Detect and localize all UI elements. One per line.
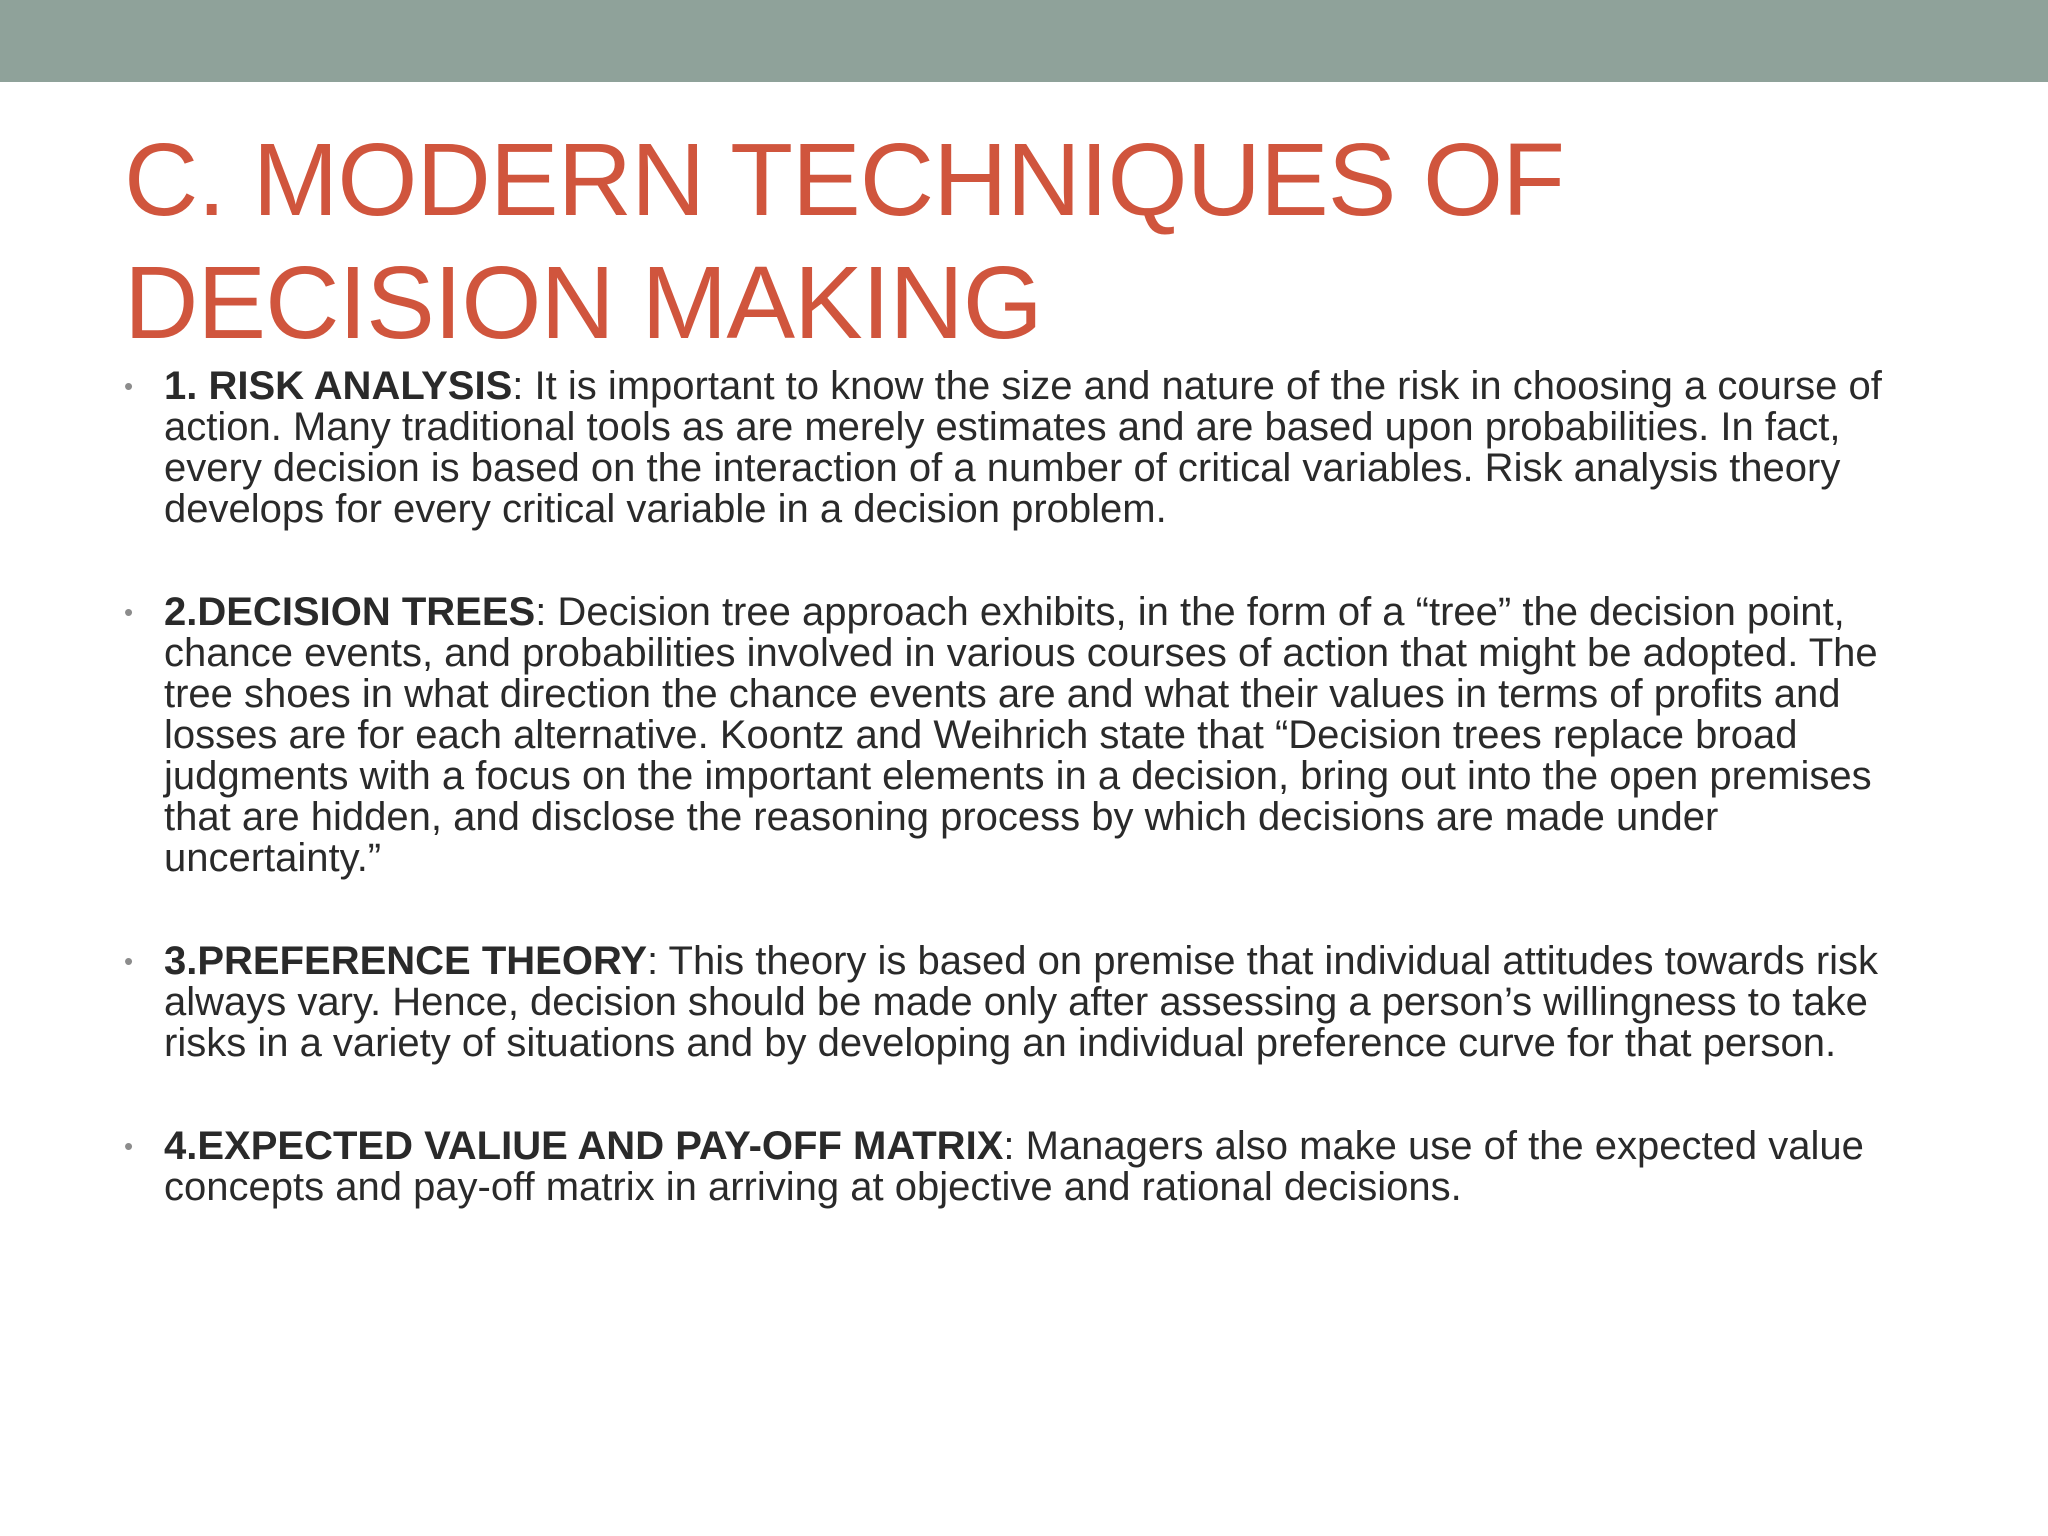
bullet-text: : It is important to know the size and nature of the risk in choosing a course of action. Many traditional tools as are merely estimates and are based upon probabilities. In fact, every decision is based on the interaction of a number of critical variables. Risk analysis theory develops for every critical variable in a decision problem. — [164, 364, 1882, 531]
header-band — [0, 0, 2048, 82]
bullet-risk-analysis — [124, 366, 1934, 530]
bullet-text: : Decision tree approach exhibits, in the form of a “tree” the decision point, chance events, and probabilities involved in various courses of action that might be adopted. The tree shoes in what direction the chance events are and what their values in terms of profits and losses are for each alternative. Koontz and Weihrich state that “Decision trees replace broad judgments with a focus on the important elements in a decision, bring out into the open premises that are hidden, and disclose the reasoning process by which decisions are made under uncertainty.” — [164, 590, 1878, 880]
bullet-heading: 4.EXPECTED VALIUE AND PAY-OFF MATRIX — [164, 1124, 1004, 1168]
bullet-text: : This theory is based on premise that individual attitudes towards risk always vary. Hence, decision should be made only after assessing a person’s willingness to take risks in a variety of situations and by developing an individual preference curve for that person. — [164, 939, 1879, 1065]
slide-title-line-1: C. MODERN TECHNIQUES OF — [124, 122, 1565, 237]
slide-title — [124, 118, 1974, 364]
bullet-dot-icon: • — [124, 597, 134, 627]
bullet-heading: 2.DECISION TREES — [164, 590, 536, 634]
bullet-expected-value — [124, 1126, 1934, 1208]
bullet-heading: 1. RISK ANALYSIS — [164, 364, 513, 408]
bullet-list — [124, 366, 1934, 1270]
bullet-text: : Managers also make use of the expected value concepts and pay-off matrix in arriving at objective and rational decisions. — [164, 1124, 1864, 1209]
bullet-dot-icon: • — [124, 371, 134, 401]
bullet-preference-theory — [124, 941, 1934, 1064]
bullet-heading: 3.PREFERENCE THEORY — [164, 939, 648, 983]
bullet-dot-icon: • — [124, 1131, 134, 1161]
bullet-decision-trees — [124, 592, 1934, 879]
slide-title-line-2: DECISION MAKING — [124, 245, 1042, 360]
bullet-dot-icon: • — [124, 946, 134, 976]
